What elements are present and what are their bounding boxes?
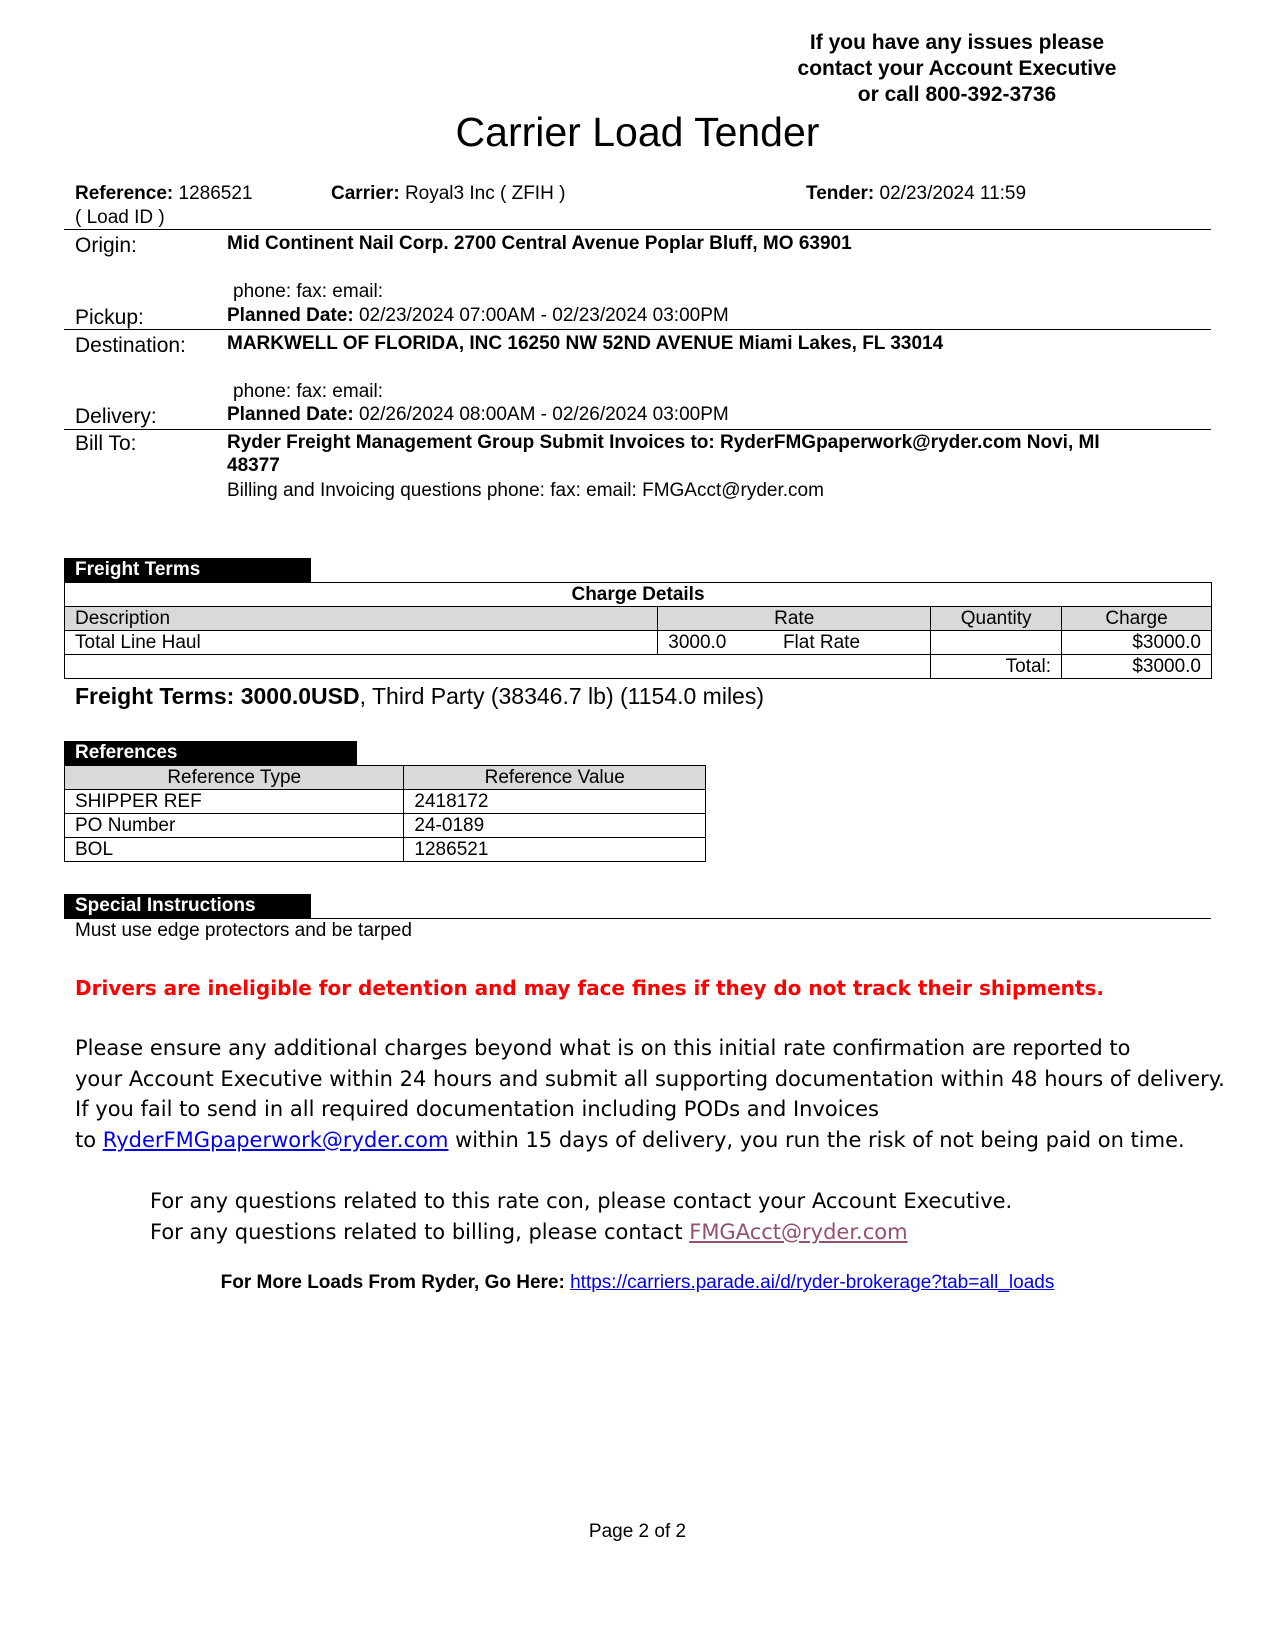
freight-terms-amount: Freight Terms: 3000.0USD [75,683,360,709]
divider [64,429,1211,430]
bill-to-label: Bill To: [75,432,137,455]
reference-value: 1286521 [178,183,253,204]
reference-value: 24-0189 [404,814,706,838]
divider [64,229,1211,230]
more-loads-label: For More Loads From Ryder, Go Here: [220,1272,565,1293]
special-instructions-text: Must use edge protectors and be tarped [75,920,412,941]
notice-line-4 [75,1125,1225,1156]
destination-contact: phone: fax: email: [233,381,383,402]
delivery-planned-value: 02/26/2024 08:00AM - 02/26/2024 03:00PM [358,404,729,425]
pickup-planned-value: 02/23/2024 07:00AM - 02/23/2024 03:00PM [358,305,729,326]
page-number: Page 2 of 2 [588,1521,687,1542]
notice-line-1: Please ensure any additional charges beyond what is on this initial rate confirmation are reported to [75,1036,1131,1060]
contact-notice [777,30,1137,108]
divider [64,329,1211,330]
divider [64,918,1211,919]
bill-to-line-2: 48377 [227,455,280,476]
tender-value: 02/23/2024 11:59 [879,183,1027,204]
pickup-planned-label: Planned Date: [227,305,354,326]
charge-caption-row [65,583,1212,607]
documentation-notice [75,1033,1225,1155]
reference-type: SHIPPER REF [65,790,404,814]
more-loads [0,1271,1275,1295]
charge-rate: 3000.0 [668,631,727,653]
notice-line-4-prefix: to [75,1127,103,1152]
reference-type: BOL [65,838,404,862]
total-row [65,655,1212,679]
special-instructions-section-header: Special Instructions [64,894,311,918]
questions-notice [150,1186,1012,1247]
carrier-value: Royal3 Inc ( ZFIH ) [404,183,566,204]
paperwork-email-link[interactable]: RyderFMGpaperwork@ryder.com [102,1127,449,1152]
carrier-field [331,182,565,206]
tender-label: Tender: [806,183,875,204]
column-header-rate: Rate [658,607,931,631]
column-header-reference-value: Reference Value [404,766,706,790]
total-label: Total: [931,655,1062,679]
table-row [65,838,706,862]
reference-value: 2418172 [404,790,706,814]
charge-header-row [65,607,1212,631]
delivery-label: Delivery: [75,405,157,428]
pickup-planned-date [227,305,729,327]
notice-line-4-suffix: within 15 days of delivery, you run the risk of not being paid on time. [448,1127,1185,1152]
column-header-description: Description [65,607,658,631]
delivery-planned-date [227,404,729,426]
carrier-label: Carrier: [331,183,400,204]
origin-label: Origin: [75,234,137,257]
column-header-quantity: Quantity [931,607,1062,631]
delivery-planned-label: Planned Date: [227,404,354,425]
questions-line-2-prefix: For any questions related to billing, please contact [150,1219,690,1244]
more-loads-link[interactable]: https://carriers.parade.ai/d/ryder-brokerage?tab=all_loads [570,1272,1055,1293]
charge-quantity [931,631,1062,655]
charge-amount: $3000.0 [1062,631,1212,655]
charge-rate-type: Flat Rate [782,631,861,653]
references-section-header: References [64,741,357,765]
references-table [64,765,706,862]
bill-to-line-3: Billing and Invoicing questions phone: fax: email: FMGAcct@ryder.com [227,480,824,501]
freight-terms-section-header: Freight Terms [64,558,311,582]
contact-line-3: or call 800-392-3736 [857,83,1057,106]
reference-label: Reference: [75,183,174,204]
questions-line-2 [150,1217,1012,1248]
column-header-charge: Charge [1062,607,1212,631]
column-header-reference-type: Reference Type [65,766,404,790]
questions-line-1: For any questions related to this rate con, please contact your Account Executive. [150,1189,1013,1213]
freight-terms-summary [75,682,764,710]
notice-line-3: If you fail to send in all required documentation including PODs and Invoices [75,1097,879,1121]
tender-field [806,182,1026,206]
origin-address: Mid Continent Nail Corp. 2700 Central Avenue Poplar Bluff, MO 63901 [227,233,852,254]
tracking-warning: Drivers are ineligible for detention and may face fines if they do not track their shipments. [75,976,1104,1000]
total-value: $3000.0 [1062,655,1212,679]
charge-details-caption: Charge Details [65,583,1212,607]
reference-value: 1286521 [404,838,706,862]
reference-field [75,182,252,230]
references-header-row [65,766,706,790]
charge-details-table [64,582,1212,679]
reference-type: PO Number [65,814,404,838]
bill-to-line-1: Ryder Freight Management Group Submit Invoices to: RyderFMGpaperwork@ryder.com Novi, MI [227,432,1100,453]
destination-address: MARKWELL OF FLORIDA, INC 16250 NW 52ND AVENUE Miami Lakes, FL 33014 [227,333,944,354]
contact-line-2: contact your Account Executive [797,57,1117,80]
charge-rate-cell [658,631,931,655]
table-row [65,631,1212,655]
load-id-label: ( Load ID ) [75,207,165,228]
charge-description: Total Line Haul [65,631,658,655]
freight-terms-details: , Third Party (38346.7 lb) (1154.0 miles) [359,683,765,709]
billing-email-link[interactable]: FMGAcct@ryder.com [689,1219,908,1244]
pickup-label: Pickup: [75,306,144,329]
page-title: Carrier Load Tender [455,109,820,155]
empty-cell [65,655,931,679]
notice-line-2: your Account Executive within 24 hours and submit all supporting documentation within 48 hours of delivery. [75,1066,1225,1091]
destination-label: Destination: [75,334,186,357]
contact-line-1: If you have any issues please [809,31,1105,54]
origin-contact: phone: fax: email: [233,281,383,302]
table-row [65,790,706,814]
table-row [65,814,706,838]
